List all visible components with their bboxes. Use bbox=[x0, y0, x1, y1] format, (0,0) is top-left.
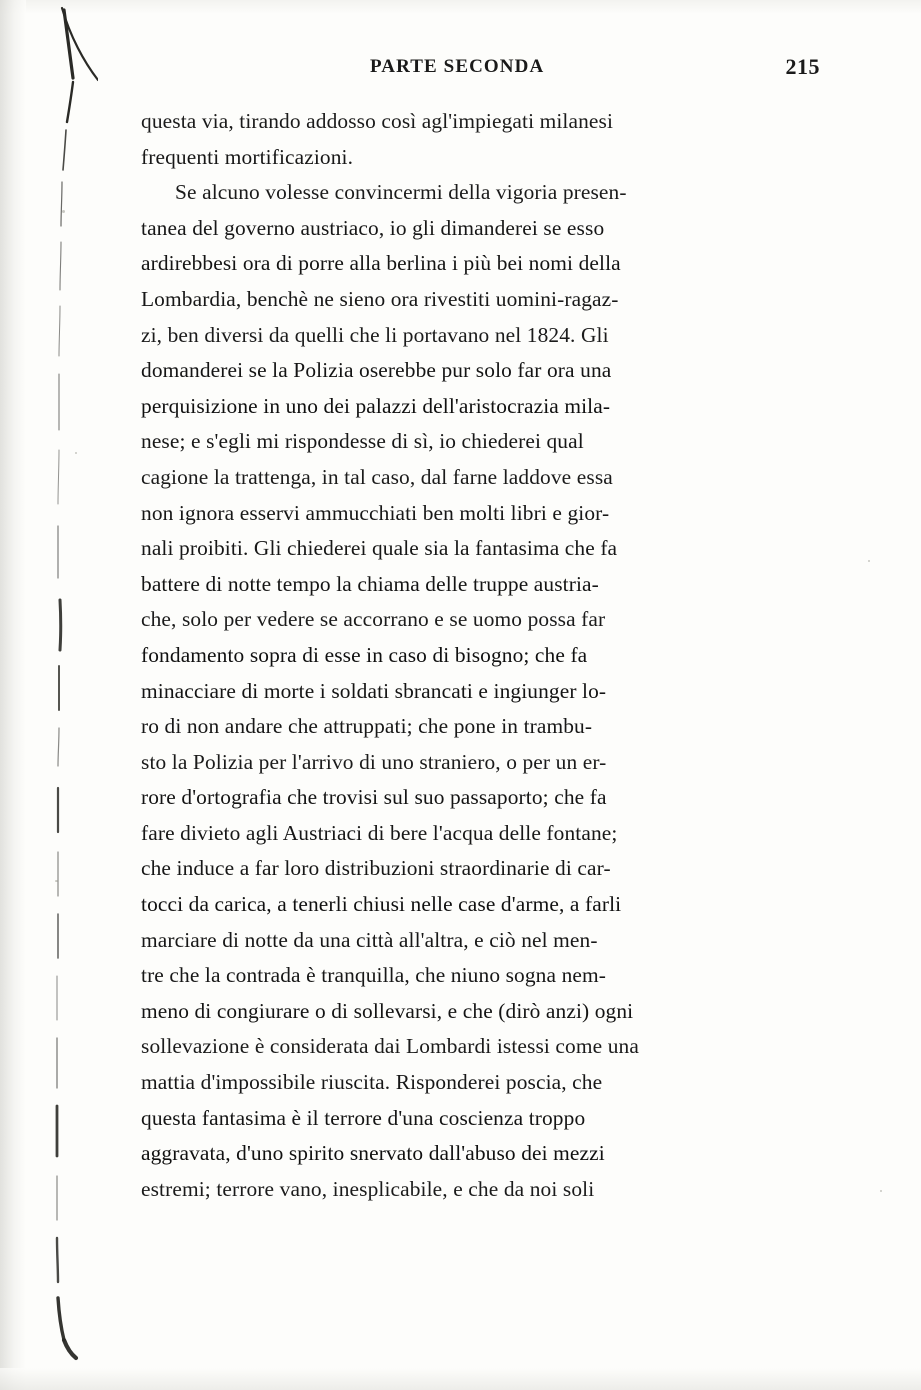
text-line: tre che la contrada è tranquilla, che niuno sogna nem- bbox=[141, 963, 606, 988]
text-line: marciare di notte da una città all'altra, e ciò nel men- bbox=[141, 927, 598, 952]
scan-speck bbox=[880, 1190, 882, 1192]
scan-speck bbox=[868, 560, 870, 562]
text-line: domanderei se la Polizia oserebbe pur solo far ora una bbox=[141, 358, 612, 383]
text-line: sto la Polizia per l'arrivo di uno straniero, o per un er- bbox=[141, 749, 607, 774]
text-line: Lombardia, benchè ne sieno ora rivestiti uomini-ragaz- bbox=[141, 286, 619, 311]
text-line: cagione la trattenga, in tal caso, dal farne laddove essa bbox=[141, 464, 613, 489]
text-line: meno di congiurare o di sollevarsi, e che (dirò anzi) ogni bbox=[141, 998, 634, 1023]
binding-gutter-artifact bbox=[40, 6, 98, 1384]
running-title: PARTE SECONDA bbox=[370, 56, 545, 77]
text-line: fondamento sopra di esse in caso di bisogno; che fa bbox=[141, 642, 588, 667]
text-line: perquisizione in uno dei palazzi dell'aristocrazia mila- bbox=[141, 393, 611, 418]
body-text bbox=[141, 104, 820, 1207]
scan-speck bbox=[55, 880, 58, 882]
text-line: tanea del governo austriaco, io gli dimanderei se esso bbox=[141, 215, 605, 240]
text-line: fare divieto agli Austriaci di bere l'acqua delle fontane; bbox=[141, 820, 618, 845]
text-line: aggravata, d'uno spirito snervato dall'abuso dei mezzi bbox=[141, 1141, 605, 1166]
text-line: estremi; terrore vano, inesplicabile, e che da noi soli bbox=[141, 1176, 595, 1201]
text-line: non ignora esservi ammucchiati ben molti libri e gior- bbox=[141, 500, 610, 525]
text-line: mattia d'impossibile riuscita. Risponderei poscia, che bbox=[141, 1070, 603, 1095]
text-line: questa via, tirando addosso così agl'impiegati milanesi bbox=[141, 109, 614, 133]
text-line: che, solo per vedere se accorrano e se uomo possa far bbox=[141, 607, 606, 632]
text-line: che induce a far loro distribuzioni straordinarie di car- bbox=[141, 856, 611, 881]
text-line: zi, ben diversi da quelli che li portavano nel 1824. Gli bbox=[141, 322, 609, 347]
page-edge-shading-top bbox=[0, 0, 921, 14]
text-line: frequenti mortificazioni. bbox=[141, 144, 354, 169]
text-line: Se alcuno volesse convincermi della vigoria presen- bbox=[175, 180, 627, 205]
text-line: sollevazione è considerata dai Lombardi istessi come una bbox=[141, 1034, 639, 1059]
page-edge-shading-left bbox=[0, 0, 26, 1390]
scan-speck bbox=[75, 452, 77, 454]
scan-speck bbox=[62, 210, 65, 213]
page-header bbox=[140, 56, 820, 90]
text-line: rore d'ortografia che trovisi sul suo passaporto; che fa bbox=[141, 785, 607, 810]
text-line: tocci da carica, a tenerli chiusi nelle case d'arme, a farli bbox=[141, 892, 622, 917]
page-edge-shading-bottom bbox=[0, 1368, 921, 1390]
paragraph bbox=[141, 104, 820, 175]
text-line: questa fantasima è il terrore d'una coscienza troppo bbox=[141, 1105, 586, 1130]
text-line: minacciare di morte i soldati sbrancati e ingiunger lo- bbox=[141, 678, 607, 703]
page-number: 215 bbox=[785, 54, 820, 79]
text-line: ardirebbesi ora di porre alla berlina i più bei nomi della bbox=[141, 251, 621, 276]
text-line: nese; e s'egli mi rispondesse di sì, io chiederei qual bbox=[141, 429, 584, 454]
text-line: battere di notte tempo la chiama delle truppe austria- bbox=[141, 571, 599, 596]
text-line: nali proibiti. Gli chiederei quale sia la fantasima che fa bbox=[141, 536, 618, 561]
paragraph bbox=[141, 175, 820, 1207]
text-line: ro di non andare che attruppati; che pone in trambu- bbox=[141, 714, 593, 739]
